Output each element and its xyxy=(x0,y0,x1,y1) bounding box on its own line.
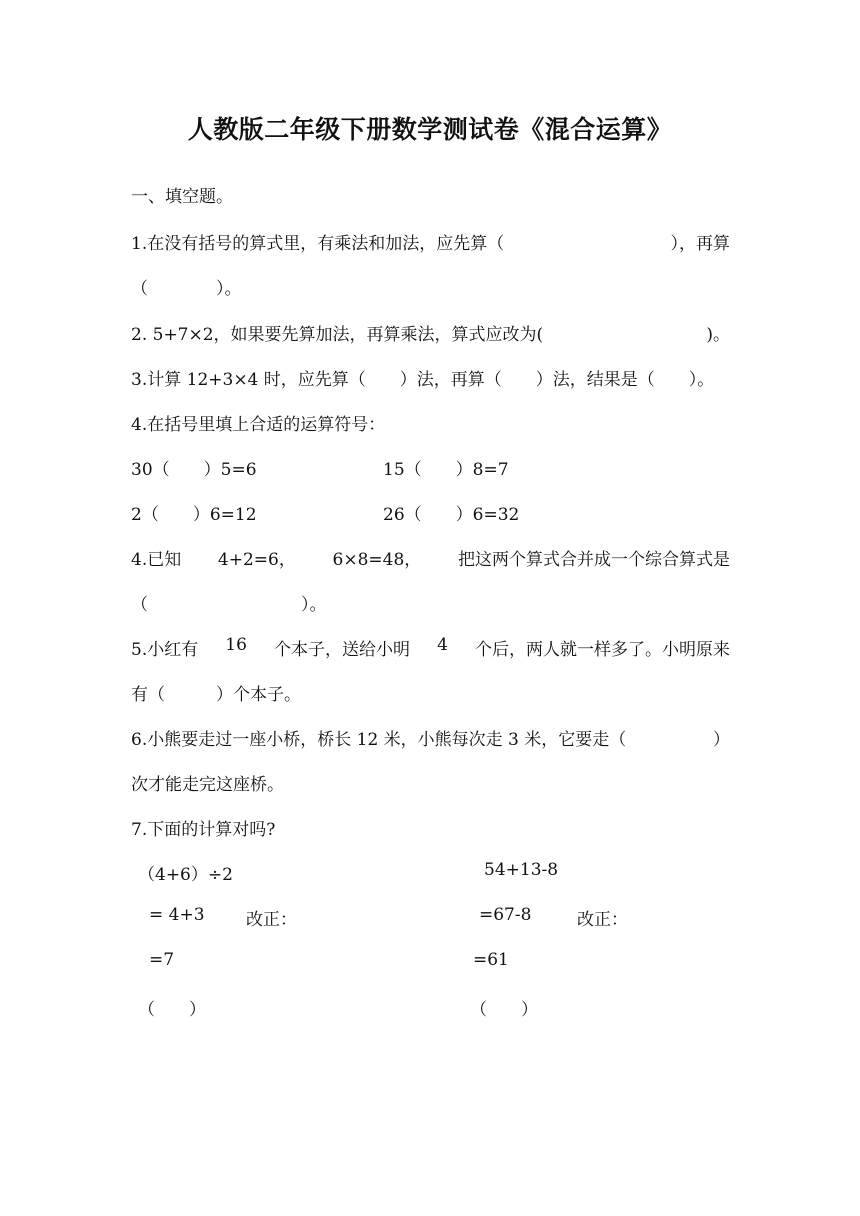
question-2-text-end: )。 xyxy=(706,325,730,345)
question-5-part: 个本子，送给小明 xyxy=(274,640,410,660)
question-1-line-2: （ ）。 xyxy=(131,279,242,299)
question-4b-part: 把这两个算式合并成一个综合算式是 xyxy=(458,550,730,570)
calc-right-step: =67-8 xyxy=(479,905,532,925)
question-2-text: 2. 5+7×2，如果要先算加法，再算乘法，算式应改为( xyxy=(131,325,544,345)
question-5-line-2: 有（ ）个本子。 xyxy=(131,685,301,705)
question-5-part: 个后，两人就一样多了。小明原来 xyxy=(474,640,730,660)
section-heading: 一、填空题。 xyxy=(131,187,233,207)
operator-item: 26（ ）6=32 xyxy=(383,505,520,525)
page-title: 人教版二年级下册数学测试卷《混合运算》 xyxy=(187,115,673,144)
question-4b-part: 4+2=6， xyxy=(217,550,296,570)
question-6-text: 6.小熊要走过一座小桥，桥长 12 米，小熊每次走 3 米，它要走（ xyxy=(131,730,627,750)
calc-left-result: =7 xyxy=(149,950,175,970)
question-4b-line-1 xyxy=(131,545,730,570)
calc-right-expression: 54+13-8 xyxy=(484,860,559,880)
question-5-part: 16 xyxy=(225,635,247,655)
question-2 xyxy=(131,320,730,345)
question-5-part: 4 xyxy=(437,635,448,655)
operator-item: 2（ ）6=12 xyxy=(131,505,257,525)
question-4b-part: 6×8=48， xyxy=(332,550,422,570)
question-4b-line-2: （ ）。 xyxy=(131,595,327,615)
operator-item: 15（ ）8=7 xyxy=(383,460,509,480)
question-4-instruction: 4.在括号里填上合适的运算符号： xyxy=(131,415,386,435)
question-5-part: 5.小红有 xyxy=(131,640,199,660)
calc-left-step: = 4+3 xyxy=(149,905,205,925)
calc-left-judge-blank: （ ） xyxy=(138,1000,206,1020)
question-4b-part: 4.已知 xyxy=(131,550,182,570)
calc-right-result: =61 xyxy=(473,950,509,970)
question-5-line-1 xyxy=(131,635,730,660)
question-6-line-1 xyxy=(131,725,730,750)
question-3: 3.计算 12+3×4 时，应先算（ ）法，再算（ ）法，结果是（ ）。 xyxy=(131,370,715,390)
question-6-text-end: ） xyxy=(713,730,730,750)
calc-right-judge-blank: （ ） xyxy=(470,1000,538,1020)
question-1-text: 1.在没有括号的算式里，有乘法和加法，应先算（ xyxy=(131,234,505,254)
calc-right-correction-label: 改正： xyxy=(577,910,628,930)
question-1-line-1 xyxy=(131,229,730,254)
calc-left-correction-label: 改正： xyxy=(246,910,297,930)
operator-item: 30（ ）5=6 xyxy=(131,460,257,480)
calc-left-expression: （4+6）÷2 xyxy=(138,865,233,885)
question-7-instruction: 7.下面的计算对吗? xyxy=(131,820,276,840)
question-1-text-end: ），再算 xyxy=(670,234,730,254)
question-6-line-2: 次才能走完这座桥。 xyxy=(131,775,284,795)
